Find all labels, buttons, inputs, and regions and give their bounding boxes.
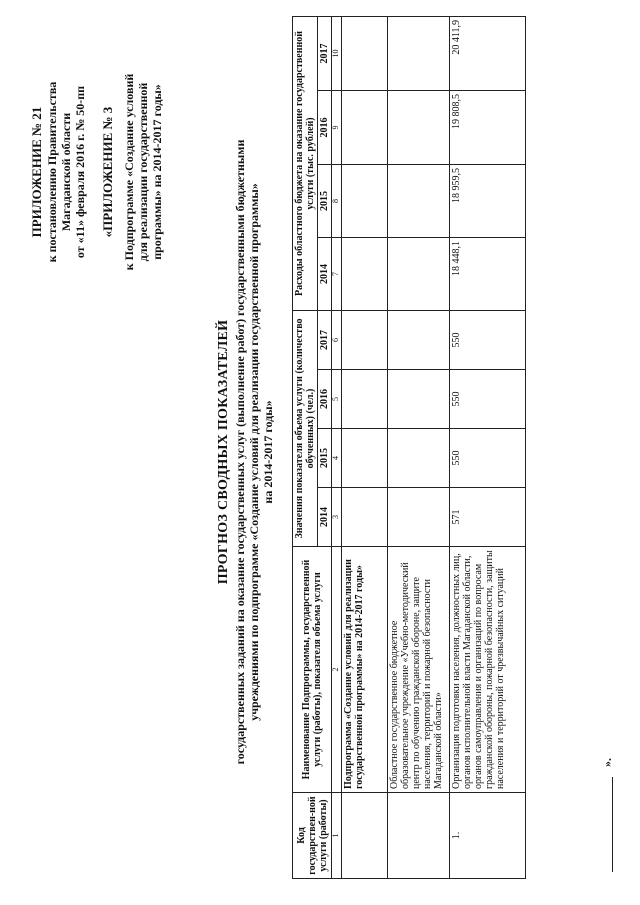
appendix-line-3: от «11» февраля 2016 г. № 50-пп — [73, 85, 87, 259]
row-name: Подпрограмма «Создание условий для реализации государственной программы» на 2014-2017 годы» — [342, 547, 388, 793]
row-value — [388, 488, 450, 547]
document-title — [215, 52, 275, 852]
column-number: 5 — [332, 370, 342, 429]
row-value — [342, 16, 388, 90]
row-name: Организация подготовки населения, должностных лиц, органов исполнительной власти Магаданской области, органов самоуправления и организаций по вопросам гражданской обороны, пожарной безопасности, защиты населения и территорий от чрезвычайных ситуаций — [450, 547, 526, 793]
column-number: 1 — [332, 793, 342, 879]
row-value — [342, 164, 388, 237]
header-volume: Значения показателя объема услуги (количество обученных) (чел.) — [293, 310, 318, 546]
title-sub-3: на 2014-2017 годы» — [261, 400, 275, 504]
column-number: 10 — [332, 16, 342, 90]
row-value: 18 448,1 — [450, 237, 526, 310]
year-header: 2015 — [318, 429, 332, 488]
row-value — [388, 370, 450, 429]
closing-block — [600, 532, 620, 872]
column-number: 3 — [332, 488, 342, 547]
header-name: Наименование Подпрограммы, государственной услуги (работы), показателя объема услуги — [293, 547, 332, 793]
row-value — [388, 237, 450, 310]
appendix-sub-line-1: к Подпрограмме «Создание условий — [122, 73, 136, 271]
row-code — [342, 793, 388, 879]
column-number: 7 — [332, 237, 342, 310]
row-value: 550 — [450, 370, 526, 429]
year-header: 2014 — [318, 237, 332, 310]
year-header: 2014 — [318, 488, 332, 547]
row-value: 571 — [450, 488, 526, 547]
appendix-number: ПРИЛОЖЕНИЕ № 21 — [29, 106, 44, 238]
column-number-row — [332, 16, 342, 878]
row-value: 20 411,9 — [450, 16, 526, 90]
row-name: Областное государственное бюджетное образовательное учреждение «Учебно-методический центр по обучению гражданской обороне, защите населения, территорий и пожарной безопасности Магаданской области» — [388, 547, 450, 793]
row-value — [388, 429, 450, 488]
year-header: 2017 — [318, 16, 332, 90]
closing-mark: ». — [600, 758, 614, 767]
appendix-line-2: Магаданской области — [59, 112, 73, 232]
header-code: Код государствен-ной услуги (работы) — [293, 793, 332, 879]
column-number: 9 — [332, 90, 342, 164]
column-number: 4 — [332, 429, 342, 488]
row-value — [388, 90, 450, 164]
row-value — [342, 90, 388, 164]
title-main: ПРОГНОЗ СВОДНЫХ ПОКАЗАТЕЛЕЙ — [216, 319, 231, 585]
table-row — [388, 16, 450, 878]
row-code: 1. — [450, 793, 526, 879]
document-sheet — [10, 12, 635, 892]
indicators-table — [292, 16, 526, 879]
year-header: 2016 — [318, 370, 332, 429]
row-value: 550 — [450, 310, 526, 369]
table-row — [450, 16, 526, 878]
column-number: 8 — [332, 164, 342, 237]
row-code — [388, 793, 450, 879]
row-value — [342, 370, 388, 429]
title-sub-2: учреждениями по подпрограмме «Создание условий для реализации государственной программы» — [247, 183, 261, 721]
row-value — [342, 310, 388, 369]
row-value — [342, 488, 388, 547]
year-header: 2017 — [318, 310, 332, 369]
title-sub-1: государственных заданий на оказание государственных услуг (выполнение работ) государственными бюджетными — [233, 139, 247, 765]
row-value — [388, 310, 450, 369]
column-number: 6 — [332, 310, 342, 369]
appendix-sub-line-3: программы» на 2014-2017 годы» — [150, 84, 164, 260]
row-value — [388, 16, 450, 90]
table-row — [342, 16, 388, 878]
appendix-block — [30, 52, 164, 292]
row-value — [342, 237, 388, 310]
row-value: 550 — [450, 429, 526, 488]
appendix-number-2: «ПРИЛОЖЕНИЕ № 3 — [100, 106, 115, 238]
row-value — [342, 429, 388, 488]
header-expenses: Расходы областного бюджета на оказание государственной услуги (тыс. рублей) — [293, 16, 318, 310]
row-value: 18 959,5 — [450, 164, 526, 237]
closing-rule — [612, 777, 613, 872]
appendix-line-1: к постановлению Правительства — [45, 81, 59, 263]
appendix-sub-line-2: для реализации государственной — [136, 82, 150, 262]
row-value — [388, 164, 450, 237]
row-value: 19 808,5 — [450, 90, 526, 164]
column-number: 2 — [332, 547, 342, 793]
year-header: 2016 — [318, 90, 332, 164]
year-header: 2015 — [318, 164, 332, 237]
